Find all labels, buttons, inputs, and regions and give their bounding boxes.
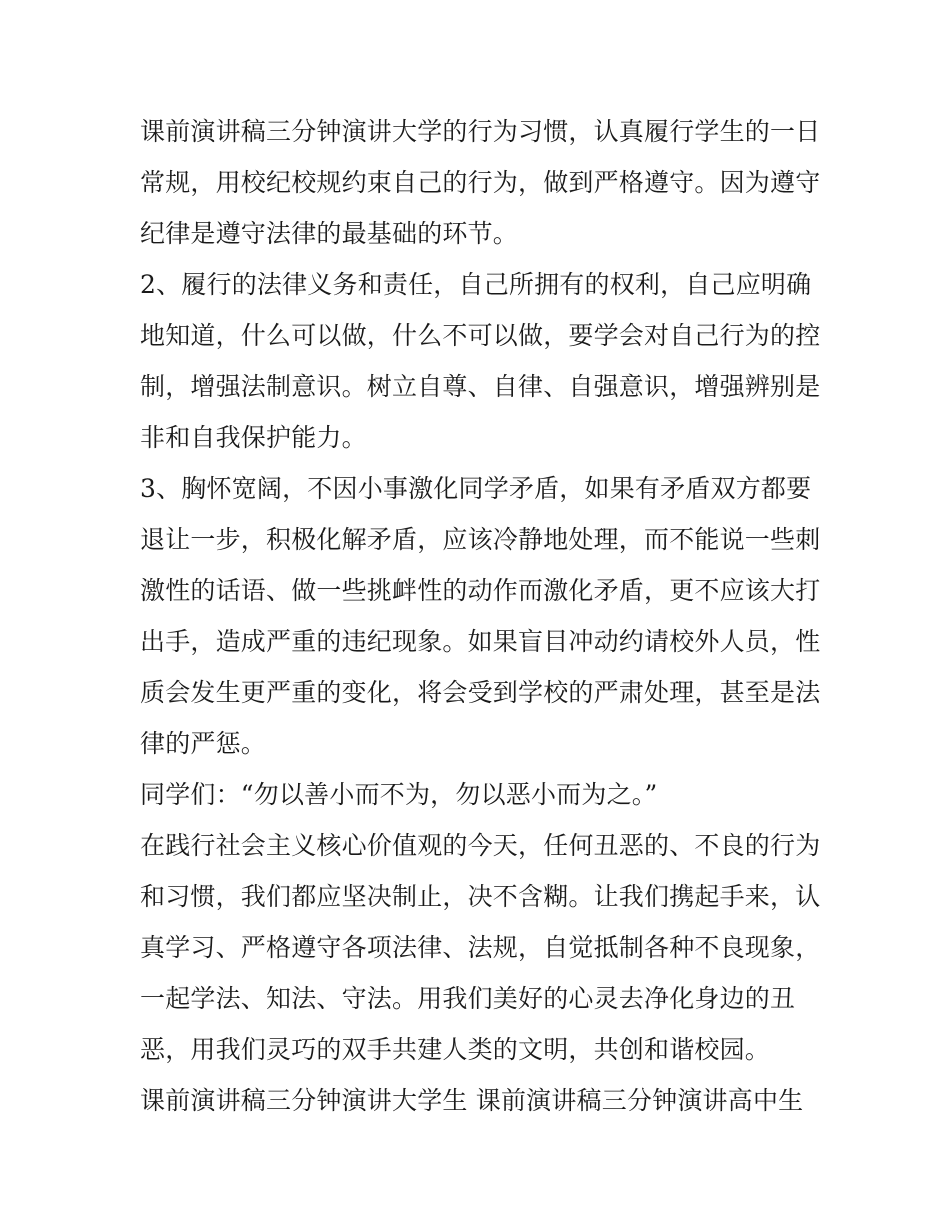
text-line: 课前演讲稿三分钟演讲大学生 课前演讲稿三分钟演讲高中生 <box>140 1086 804 1115</box>
text-line: 地知道，什么可以做，什么不可以做，要学会对自己行为的控 <box>140 321 821 350</box>
text-line: 常规，用校纪校规约束自己的行为，做到严格遵守。因为遵守 <box>140 168 821 197</box>
text-line: 制，增强法制意识。树立自尊、自律、自强意识，增强辨别是 <box>140 372 821 401</box>
text-line: 退让一步，积极化解矛盾，应该冷静地处理，而不能说一些刺 <box>140 525 821 554</box>
text-line: 激性的话语、做一些挑衅性的动作而激化矛盾，更不应该大打 <box>140 576 821 605</box>
text-line: 律的严惩。 <box>140 729 267 758</box>
text-line: 纪律是遵守法律的最基础的环节。 <box>140 219 519 248</box>
text-line: 在践行社会主义核心价值观的今天，任何丑恶的、不良的行为 <box>140 831 821 860</box>
text-line: 非和自我保护能力。 <box>140 423 367 452</box>
text-line: 课前演讲稿三分钟演讲大学的行为习惯，认真履行学生的一日 <box>140 117 821 146</box>
document-body <box>140 106 820 1126</box>
text-line: 同学们：“勿以善小而不为，勿以恶小而为之。” <box>140 780 658 809</box>
text-line: 3、胸怀宽阔，不因小事激化同学矛盾，如果有矛盾双方都要 <box>140 474 812 503</box>
text-line: 出手，造成严重的违纪现象。如果盲目冲动约请校外人员，性 <box>140 627 821 656</box>
text-line: 一起学法、知法、守法。用我们美好的心灵去净化身边的丑 <box>140 984 796 1013</box>
text-line: 质会发生更严重的变化，将会受到学校的严肃处理，甚至是法 <box>140 678 821 707</box>
text-line: 真学习、严格遵守各项法律、法规，自觉抵制各种不良现象， <box>140 933 821 962</box>
text-line: 2、履行的法律义务和责任，自己所拥有的权利，自己应明确 <box>140 270 812 299</box>
text-line: 和习惯，我们都应坚决制止，决不含糊。让我们携起手来，认 <box>140 882 821 911</box>
text-line: 恶，用我们灵巧的双手共建人类的文明，共创和谐校园。 <box>140 1035 771 1064</box>
